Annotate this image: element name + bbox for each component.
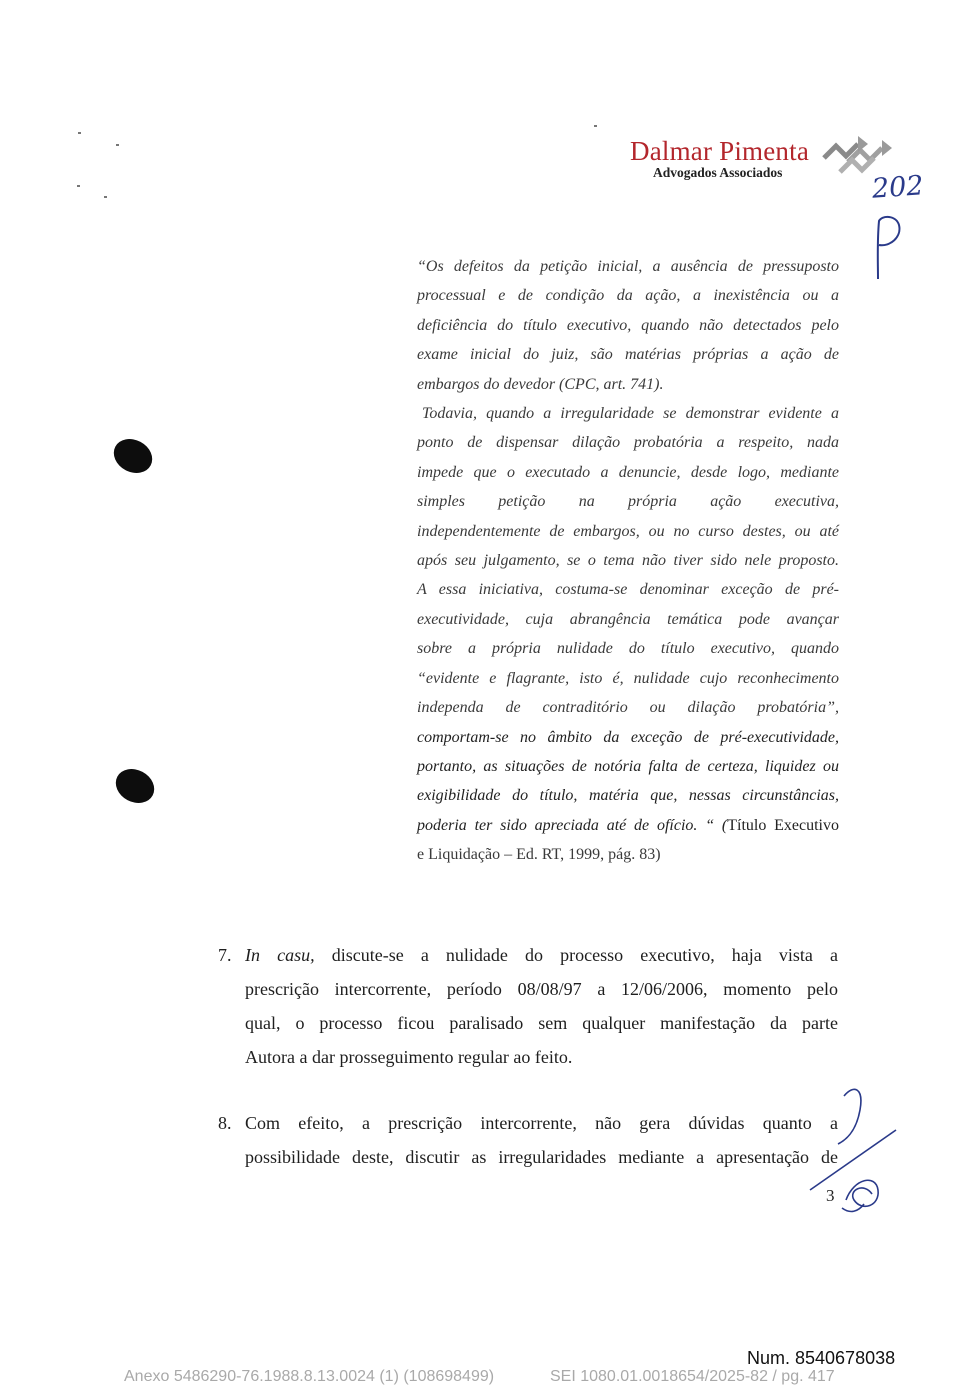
quote-line: poderia ter sido apreciada até de ofício. “ ( xyxy=(417,816,728,834)
quote-line: simples petição na própria ação executiva, xyxy=(417,493,839,511)
sei-stamp: SEI 1080.01.0018654/2025-82 / pg. 417 xyxy=(550,1368,835,1385)
quote-line: portanto, as situações de notória falta de certeza, liquidez ou xyxy=(417,757,839,775)
quote-line: após seu julgamento, se o tema não tiver sido nele proposto. xyxy=(417,552,839,570)
punch-hole-bottom xyxy=(110,762,160,809)
paragraph-7 xyxy=(218,938,838,1074)
page-number: 3 xyxy=(826,1186,835,1205)
quote-line: processual e de condição da ação, a inexistência ou a xyxy=(417,287,839,305)
quote-line: impede que o executado a denuncie, desde logo, mediante xyxy=(417,463,839,481)
citation-source: e Liquidação – Ed. RT, 1999, pág. 83) xyxy=(417,846,661,864)
quote-line: ponto de dispensar dilação probatória a respeito, nada xyxy=(417,434,839,452)
document-number-stamp: Num. 8540678038 xyxy=(747,1348,896,1368)
paragraph-number: 8. xyxy=(218,1113,232,1133)
latin-emphasis: In casu, xyxy=(245,945,315,965)
quote-line: A essa iniciativa, costuma-se denominar exceção de pré- xyxy=(417,581,839,599)
handwritten-folio-number: 202 xyxy=(870,170,925,205)
paragraph-line: In casu, discute-se a nulidade do processo executivo, haja vista a xyxy=(245,945,838,965)
punch-hole-top xyxy=(108,432,158,479)
letterhead xyxy=(610,132,910,192)
scan-speck xyxy=(77,185,80,187)
citation-title: Título Executivo xyxy=(727,816,839,834)
firm-name: Dalmar Pimenta xyxy=(630,136,809,166)
handwritten-signature xyxy=(806,1082,906,1222)
quote-line: “Os defeitos da petição inicial, a ausência de pressuposto xyxy=(417,258,839,275)
annex-stamp: Anexo 5486290-76.1988.8.13.0024 (1) (108698499) xyxy=(124,1368,495,1385)
interlocking-arrows-logo-icon xyxy=(822,132,894,178)
paragraph-line: Autora a dar prosseguimento regular ao feito. xyxy=(245,1047,573,1067)
quote-line: exigibilidade do título, matéria que, nessas circunstâncias, xyxy=(417,787,839,805)
handwritten-initial xyxy=(868,213,904,283)
scan-speck xyxy=(594,125,597,127)
quote-line: deficiência do título executivo, quando não detectados pelo xyxy=(417,316,839,334)
paragraph-line: possibilidade deste, discutir as irregularidades mediante a apresentação de xyxy=(245,1147,838,1167)
scan-speck xyxy=(116,144,119,146)
quote-line-with-citation xyxy=(417,811,839,840)
quote-line: independentemente de embargos, ou no curso destes, ou até xyxy=(417,522,839,540)
paragraph-8 xyxy=(218,1106,838,1174)
quote-line: Todavia, quando a irregularidade se demonstrar evidente a xyxy=(422,405,839,423)
scan-speck xyxy=(104,196,107,198)
paragraph-number: 7. xyxy=(218,945,232,965)
quote-line: “evidente e flagrante, isto é, nulidade cujo reconhecimento xyxy=(417,669,839,687)
paragraph-line: Com efeito, a prescrição intercorrente, não gera dúvidas quanto a xyxy=(245,1113,838,1133)
quote-line: embargos do devedor (CPC, art. 741). xyxy=(417,375,664,393)
quote-line: executividade, cuja abrangência temática pode avançar xyxy=(417,610,839,628)
svg-text:P: P xyxy=(868,213,869,214)
paragraph-line: prescrição intercorrente, período 08/08/97 a 12/06/2006, momento pelo xyxy=(245,979,838,999)
firm-subtitle: Advogados Associados xyxy=(653,165,783,180)
quote-line: independa de contraditório ou dilação probatória”, xyxy=(417,699,839,717)
quoted-block xyxy=(417,252,839,870)
quote-line: comportam-se no âmbito da exceção de pré-executividade, xyxy=(417,728,839,746)
quote-line: sobre a própria nulidade do título executivo, quando xyxy=(417,640,839,658)
quote-line: exame inicial do juiz, são matérias próprias a ação de xyxy=(417,346,839,364)
paragraph-line: qual, o processo ficou paralisado sem qualquer manifestação da parte xyxy=(245,1013,838,1033)
scan-speck xyxy=(78,132,81,134)
